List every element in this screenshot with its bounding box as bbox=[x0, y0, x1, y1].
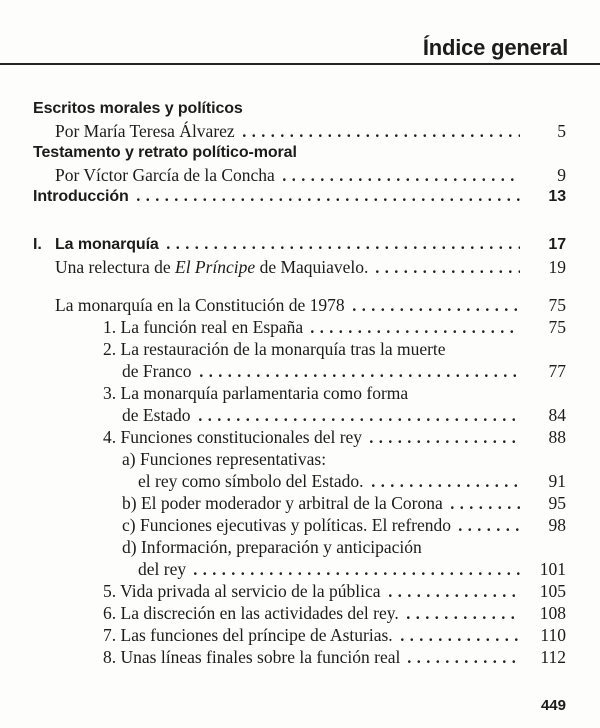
page-number: 13 bbox=[548, 188, 566, 205]
toc-gap bbox=[0, 278, 600, 294]
dot-leader bbox=[401, 638, 520, 641]
toc-entry-text: Testamento y retrato político-moral bbox=[33, 144, 297, 161]
page-number: 108 bbox=[539, 603, 566, 623]
page-number: 5 bbox=[557, 121, 566, 141]
page-number: 9 bbox=[557, 165, 566, 185]
dot-leader bbox=[167, 246, 520, 249]
section-numeral: I. bbox=[33, 236, 42, 253]
toc-entry-text: del rey bbox=[138, 559, 187, 579]
page-number: 88 bbox=[548, 427, 566, 447]
dot-leader bbox=[451, 506, 520, 509]
toc-row bbox=[0, 234, 600, 256]
header-rule bbox=[0, 63, 600, 65]
dot-leader bbox=[372, 484, 520, 487]
toc-entry-text: Por Víctor García de la Concha bbox=[55, 165, 275, 185]
toc-entry-text: 4. Funciones constitucionales del rey bbox=[103, 427, 363, 447]
dot-leader bbox=[243, 134, 520, 137]
toc-entry-text: 8. Unas líneas finales sobre la función real bbox=[103, 647, 401, 667]
toc-row bbox=[0, 448, 600, 470]
dot-leader bbox=[137, 198, 520, 201]
page-number: 112 bbox=[540, 647, 566, 667]
page-number: 110 bbox=[540, 625, 566, 645]
toc-gap bbox=[0, 208, 600, 234]
page-number: 75 bbox=[548, 295, 566, 315]
toc-entry-text: Por María Teresa Álvarez bbox=[55, 121, 235, 141]
toc-row bbox=[0, 186, 600, 208]
page-number: 75 bbox=[548, 317, 566, 337]
toc-row bbox=[0, 514, 600, 536]
toc-row bbox=[0, 536, 600, 558]
toc-entry-text: 5. Vida privada al servicio de la pública bbox=[103, 581, 381, 601]
toc-entry-text: 6. La discreción en las actividades del rey. bbox=[103, 603, 399, 623]
dot-leader bbox=[407, 616, 520, 619]
toc-entry-text: a) Funciones representativas: bbox=[122, 449, 327, 469]
toc-row bbox=[0, 580, 600, 602]
toc-row bbox=[0, 492, 600, 514]
toc-row bbox=[0, 624, 600, 646]
dot-leader bbox=[200, 374, 521, 377]
page-number: 77 bbox=[548, 361, 566, 381]
dot-leader bbox=[376, 270, 520, 273]
dot-leader bbox=[408, 660, 520, 663]
toc-row bbox=[0, 164, 600, 186]
page-number: 95 bbox=[548, 493, 566, 513]
page-number: 84 bbox=[548, 405, 566, 425]
toc-entry-text: 1. La función real en España bbox=[103, 317, 304, 337]
toc-entry-text: d) Información, preparación y anticipación bbox=[122, 537, 422, 557]
dot-leader bbox=[370, 440, 520, 443]
dot-leader bbox=[311, 330, 520, 333]
toc-row bbox=[0, 360, 600, 382]
toc-entry-text: La monarquía bbox=[55, 236, 159, 253]
toc-row bbox=[0, 294, 600, 316]
page-number: 98 bbox=[548, 515, 566, 535]
toc-row bbox=[0, 558, 600, 580]
toc-row bbox=[0, 316, 600, 338]
toc-entry-text: La monarquía en la Constitución de 1978 bbox=[55, 295, 345, 315]
dot-leader bbox=[194, 572, 520, 575]
toc-entry-text: de Estado bbox=[122, 405, 191, 425]
toc-entry-text: Una relectura de El Príncipe de Maquiavelo. bbox=[55, 257, 369, 277]
dot-leader bbox=[389, 594, 520, 597]
toc-row bbox=[0, 602, 600, 624]
toc-row bbox=[0, 98, 600, 120]
page-number: 91 bbox=[548, 471, 566, 491]
toc-row bbox=[0, 382, 600, 404]
toc-row bbox=[0, 142, 600, 164]
toc-row bbox=[0, 256, 600, 278]
toc-entry-text: de Franco bbox=[122, 361, 192, 381]
toc-list bbox=[0, 98, 600, 668]
page-number: 19 bbox=[548, 257, 566, 277]
dot-leader bbox=[283, 178, 520, 181]
folio-page-number: 449 bbox=[540, 697, 566, 714]
toc-row bbox=[0, 426, 600, 448]
toc-row bbox=[0, 120, 600, 142]
toc-entry-text: b) El poder moderador y arbitral de la Corona bbox=[122, 493, 443, 513]
page-number: 17 bbox=[548, 236, 566, 253]
page-number: 105 bbox=[539, 581, 566, 601]
toc-row bbox=[0, 470, 600, 492]
toc-entry-text: 7. Las funciones del príncipe de Asturias. bbox=[103, 625, 393, 645]
toc-row bbox=[0, 646, 600, 668]
page-number: 101 bbox=[539, 559, 566, 579]
toc-row bbox=[0, 338, 600, 360]
toc-entry-text: c) Funciones ejecutivas y políticas. El refrendo bbox=[122, 515, 451, 535]
dot-leader bbox=[353, 308, 520, 311]
toc-entry-text: Escritos morales y políticos bbox=[33, 100, 243, 117]
dot-leader bbox=[199, 418, 520, 421]
toc-entry-text: Introducción bbox=[33, 188, 129, 205]
toc-row bbox=[0, 404, 600, 426]
toc-entry-text: 2. La restauración de la monarquía tras la muerte bbox=[103, 339, 446, 359]
dot-leader bbox=[459, 528, 520, 531]
page-title: Índice general bbox=[422, 35, 568, 60]
toc-entry-text: 3. La monarquía parlamentaria como forma bbox=[103, 383, 409, 403]
toc-entry-text: el rey como símbolo del Estado. bbox=[138, 471, 364, 491]
